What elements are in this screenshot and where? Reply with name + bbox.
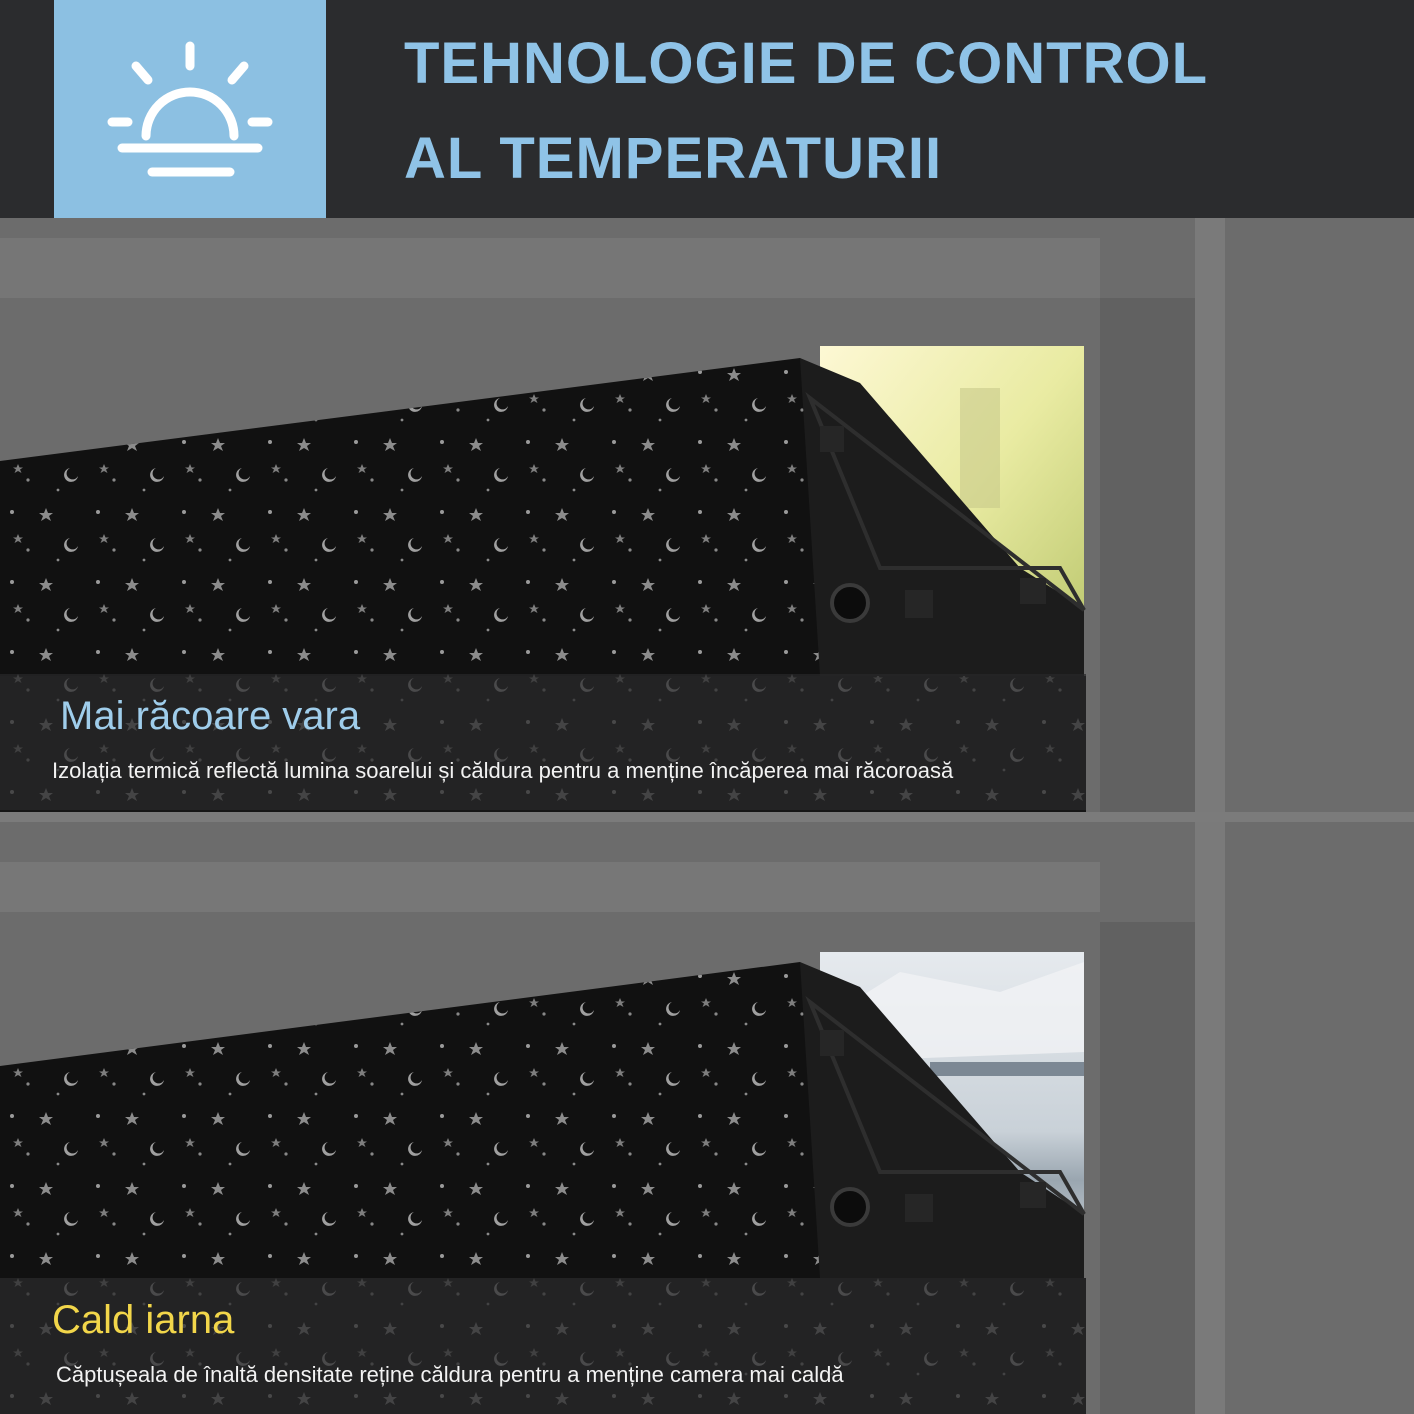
winter-caption-bar	[0, 1278, 1086, 1414]
winter-panel	[0, 822, 1414, 1414]
summer-title: Mai răcoare vara	[60, 694, 361, 738]
logo-box	[54, 0, 326, 218]
header-banner	[0, 0, 1414, 218]
winter-title: Cald iarna	[52, 1298, 235, 1342]
summer-description: Izolația termică reflectă lumina soarelui și căldura pentru a menține încăperea mai răcoroasă	[52, 758, 954, 783]
summer-panel	[0, 218, 1414, 812]
section-divider	[0, 812, 1414, 822]
summer-caption-bar	[0, 674, 1086, 810]
page-title-line-1: TEHNOLOGIE DE CONTROL	[404, 31, 1208, 96]
sunrise-icon	[54, 0, 326, 218]
winter-description: Căptușeala de înaltă densitate reține căldura pentru a menține camera mai caldă	[56, 1362, 844, 1387]
page-title-line-2: AL TEMPERATURII	[404, 126, 943, 191]
